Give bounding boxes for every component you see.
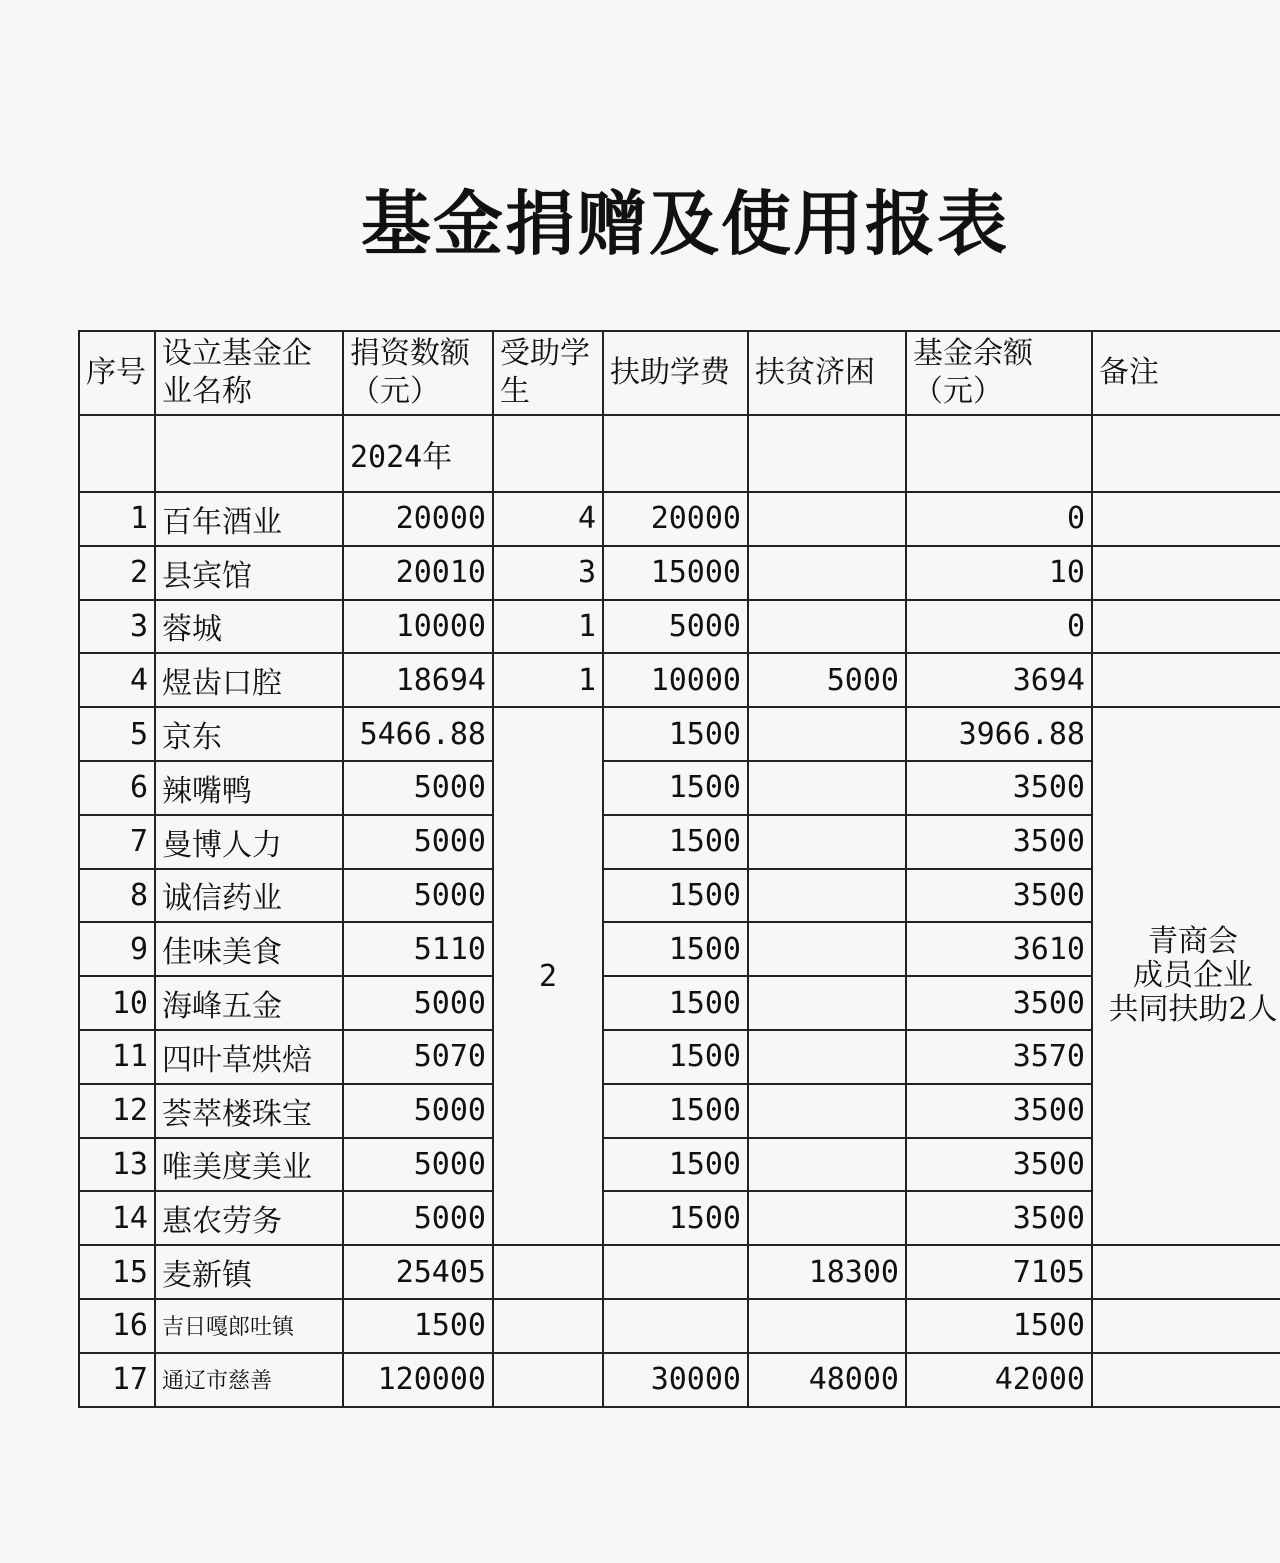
row-number: 3 bbox=[79, 600, 155, 654]
year-cell-empty bbox=[748, 415, 906, 492]
header-no: 序号 bbox=[79, 331, 155, 415]
company-name: 荟萃楼珠宝 bbox=[155, 1084, 343, 1138]
company-name: 煜齿口腔 bbox=[155, 653, 343, 707]
company-name: 辣嘴鸭 bbox=[155, 761, 343, 815]
donation-amount: 5000 bbox=[343, 761, 493, 815]
poverty-amount: 48000 bbox=[748, 1353, 906, 1407]
page-title: 基金捐赠及使用报表 bbox=[361, 183, 1009, 265]
donation-amount: 5000 bbox=[343, 869, 493, 923]
poverty-amount bbox=[748, 707, 906, 761]
tuition-amount: 1500 bbox=[603, 1191, 748, 1245]
poverty-amount bbox=[748, 922, 906, 976]
tuition-amount: 1500 bbox=[603, 1084, 748, 1138]
tuition-amount bbox=[603, 1299, 748, 1353]
poverty-amount bbox=[748, 1138, 906, 1192]
donation-amount: 5000 bbox=[343, 1138, 493, 1192]
company-name: 佳味美食 bbox=[155, 922, 343, 976]
poverty-amount bbox=[748, 1084, 906, 1138]
tuition-amount: 20000 bbox=[603, 492, 748, 546]
merged-remark bbox=[1092, 707, 1280, 1245]
header-poverty: 扶贫济困 bbox=[748, 331, 906, 415]
row-number: 4 bbox=[79, 653, 155, 707]
company-name: 惠农劳务 bbox=[155, 1191, 343, 1245]
remark-cell bbox=[1092, 492, 1280, 546]
balance-amount: 3500 bbox=[906, 1138, 1092, 1192]
donation-amount: 5000 bbox=[343, 1191, 493, 1245]
tuition-amount: 1500 bbox=[603, 869, 748, 923]
year-label: 2024年 bbox=[343, 415, 493, 492]
remark-cell bbox=[1092, 546, 1280, 600]
tuition-amount: 30000 bbox=[603, 1353, 748, 1407]
poverty-amount bbox=[748, 546, 906, 600]
year-cell-empty bbox=[906, 415, 1092, 492]
merged-student-count: 2 bbox=[493, 707, 603, 1245]
poverty-amount: 18300 bbox=[748, 1245, 906, 1299]
remark-cell bbox=[1092, 600, 1280, 654]
balance-amount: 3500 bbox=[906, 1084, 1092, 1138]
table-row bbox=[79, 600, 1280, 654]
header-tuition: 扶助学费 bbox=[603, 331, 748, 415]
balance-amount: 3500 bbox=[906, 815, 1092, 869]
table-row bbox=[79, 1245, 1280, 1299]
company-name: 曼博人力 bbox=[155, 815, 343, 869]
row-number: 8 bbox=[79, 869, 155, 923]
row-number: 16 bbox=[79, 1299, 155, 1353]
row-number: 5 bbox=[79, 707, 155, 761]
poverty-amount bbox=[748, 600, 906, 654]
poverty-amount bbox=[748, 976, 906, 1030]
remark-cell bbox=[1092, 1299, 1280, 1353]
year-cell-empty bbox=[1092, 415, 1280, 492]
remark-cell bbox=[1092, 1353, 1280, 1407]
header-remark: 备注 bbox=[1092, 331, 1280, 415]
student-count: 1 bbox=[493, 653, 603, 707]
year-row bbox=[79, 415, 1280, 492]
balance-amount: 3500 bbox=[906, 869, 1092, 923]
remark-line: 青商会 bbox=[1148, 924, 1238, 960]
balance-amount: 3610 bbox=[906, 922, 1092, 976]
balance-amount: 10 bbox=[906, 546, 1092, 600]
balance-amount: 3500 bbox=[906, 1191, 1092, 1245]
donation-amount: 5000 bbox=[343, 1084, 493, 1138]
student-count: 3 bbox=[493, 546, 603, 600]
donation-amount: 10000 bbox=[343, 600, 493, 654]
donation-amount: 120000 bbox=[343, 1353, 493, 1407]
header-students: 受助学生 bbox=[493, 331, 603, 415]
row-number: 13 bbox=[79, 1138, 155, 1192]
poverty-amount bbox=[748, 761, 906, 815]
year-cell-empty bbox=[79, 415, 155, 492]
row-number: 17 bbox=[79, 1353, 155, 1407]
company-name: 麦新镇 bbox=[155, 1245, 343, 1299]
header-row bbox=[79, 331, 1280, 415]
balance-amount: 0 bbox=[906, 492, 1092, 546]
poverty-amount bbox=[748, 1299, 906, 1353]
balance-amount: 3570 bbox=[906, 1030, 1092, 1084]
tuition-amount: 5000 bbox=[603, 600, 748, 654]
donation-amount: 18694 bbox=[343, 653, 493, 707]
row-number: 7 bbox=[79, 815, 155, 869]
row-number: 1 bbox=[79, 492, 155, 546]
student-count bbox=[493, 1299, 603, 1353]
row-number: 15 bbox=[79, 1245, 155, 1299]
row-number: 6 bbox=[79, 761, 155, 815]
donation-amount: 1500 bbox=[343, 1299, 493, 1353]
table-row bbox=[79, 546, 1280, 600]
balance-amount: 7105 bbox=[906, 1245, 1092, 1299]
balance-amount: 0 bbox=[906, 600, 1092, 654]
company-name: 百年酒业 bbox=[155, 492, 343, 546]
balance-amount: 3966.88 bbox=[906, 707, 1092, 761]
tuition-amount: 1500 bbox=[603, 976, 748, 1030]
poverty-amount bbox=[748, 869, 906, 923]
table-row bbox=[79, 1353, 1280, 1407]
student-count: 4 bbox=[493, 492, 603, 546]
company-name: 诚信药业 bbox=[155, 869, 343, 923]
tuition-amount: 1500 bbox=[603, 815, 748, 869]
company-name: 县宾馆 bbox=[155, 546, 343, 600]
row-number: 11 bbox=[79, 1030, 155, 1084]
poverty-amount bbox=[748, 1030, 906, 1084]
company-name: 吉日嘎郎吐镇 bbox=[155, 1299, 343, 1353]
donation-amount: 25405 bbox=[343, 1245, 493, 1299]
tuition-amount: 1500 bbox=[603, 1030, 748, 1084]
remark-cell bbox=[1092, 1245, 1280, 1299]
company-name: 唯美度美业 bbox=[155, 1138, 343, 1192]
tuition-amount: 10000 bbox=[603, 653, 748, 707]
balance-amount: 42000 bbox=[906, 1353, 1092, 1407]
company-name: 海峰五金 bbox=[155, 976, 343, 1030]
balance-amount: 3500 bbox=[906, 761, 1092, 815]
donation-amount: 5070 bbox=[343, 1030, 493, 1084]
donation-amount: 5110 bbox=[343, 922, 493, 976]
company-name: 四叶草烘焙 bbox=[155, 1030, 343, 1084]
year-cell-empty bbox=[155, 415, 343, 492]
year-cell-empty bbox=[493, 415, 603, 492]
poverty-amount: 5000 bbox=[748, 653, 906, 707]
tuition-amount bbox=[603, 1245, 748, 1299]
poverty-amount bbox=[748, 1191, 906, 1245]
row-number: 12 bbox=[79, 1084, 155, 1138]
donation-amount: 20000 bbox=[343, 492, 493, 546]
student-count bbox=[493, 1245, 603, 1299]
year-cell-empty bbox=[603, 415, 748, 492]
donation-amount: 5466.88 bbox=[343, 707, 493, 761]
report-table bbox=[78, 330, 1280, 1408]
tuition-amount: 1500 bbox=[603, 761, 748, 815]
tuition-amount: 1500 bbox=[603, 922, 748, 976]
balance-amount: 3694 bbox=[906, 653, 1092, 707]
tuition-amount: 1500 bbox=[603, 1138, 748, 1192]
student-count bbox=[493, 1353, 603, 1407]
donation-amount: 5000 bbox=[343, 815, 493, 869]
tuition-amount: 1500 bbox=[603, 707, 748, 761]
table-row bbox=[79, 1299, 1280, 1353]
row-number: 10 bbox=[79, 976, 155, 1030]
tuition-amount: 15000 bbox=[603, 546, 748, 600]
poverty-amount bbox=[748, 492, 906, 546]
poverty-amount bbox=[748, 815, 906, 869]
remark-line: 成员企业 bbox=[1133, 958, 1253, 994]
company-name: 通辽市慈善 bbox=[155, 1353, 343, 1407]
donation-amount: 5000 bbox=[343, 976, 493, 1030]
donation-amount: 20010 bbox=[343, 546, 493, 600]
row-number: 2 bbox=[79, 546, 155, 600]
remark-line: 共同扶助2人 bbox=[1108, 992, 1278, 1028]
row-number: 14 bbox=[79, 1191, 155, 1245]
company-name: 京东 bbox=[155, 707, 343, 761]
header-company: 设立基金企业名称 bbox=[155, 331, 343, 415]
balance-amount: 1500 bbox=[906, 1299, 1092, 1353]
table-row bbox=[79, 492, 1280, 546]
header-donation: 捐资数额（元） bbox=[343, 331, 493, 415]
table-row bbox=[79, 653, 1280, 707]
company-name: 蓉城 bbox=[155, 600, 343, 654]
remark-cell bbox=[1092, 653, 1280, 707]
table-row bbox=[79, 707, 1280, 761]
row-number: 9 bbox=[79, 922, 155, 976]
balance-amount: 3500 bbox=[906, 976, 1092, 1030]
header-balance: 基金余额（元） bbox=[906, 331, 1092, 415]
student-count: 1 bbox=[493, 600, 603, 654]
